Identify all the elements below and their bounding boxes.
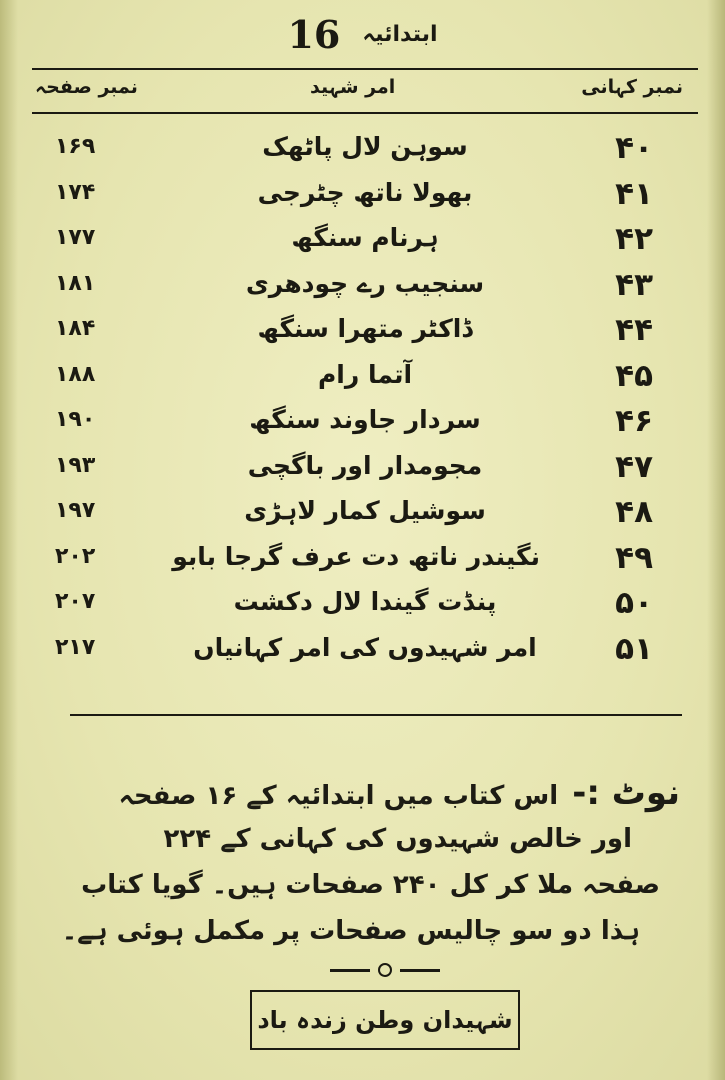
ornament-separator bbox=[330, 960, 440, 980]
toc-page-number: ۲۰۲ bbox=[55, 543, 96, 569]
toc-row bbox=[0, 403, 725, 449]
toc-page-number: ۲۱۷ bbox=[55, 634, 96, 660]
note-label: نوٹ :- bbox=[572, 773, 680, 813]
toc-row bbox=[0, 176, 725, 222]
toc-title: سوہن لال پاٹھک bbox=[262, 132, 468, 161]
toc-title: ڈاکٹر متھرا سنگھ bbox=[257, 314, 473, 343]
toc-row bbox=[0, 267, 725, 313]
column-header-story-number: نمبر کہانی bbox=[581, 76, 683, 98]
column-header-page-number: نمبر صفحہ bbox=[35, 76, 138, 98]
toc-row bbox=[0, 358, 725, 404]
note-line-3: صفحہ ملا کر کل ۲۴۰ صفحات ہیں۔ گویا کتاب bbox=[81, 870, 660, 900]
note-text-1: اس کتاب میں ابتدائیہ کے ۱۶ صفحہ bbox=[118, 781, 559, 811]
separator-line-right bbox=[400, 969, 440, 972]
toc-page-number: ۱۸۱ bbox=[55, 270, 96, 296]
note-line-2: اور خالص شہیدوں کی کہانی کے ۲۲۴ bbox=[163, 824, 632, 854]
toc-title: مجومدار اور باگچی bbox=[247, 450, 483, 480]
toc-page-number: ۱۹۳ bbox=[55, 452, 96, 478]
table-of-contents bbox=[0, 130, 725, 676]
running-head bbox=[0, 12, 725, 56]
toc-page-number: ۱۹۰ bbox=[55, 407, 96, 432]
section-title: ابتدائیہ bbox=[362, 21, 438, 47]
toc-story-number: ۴۵ bbox=[615, 357, 653, 394]
page-number: 16 bbox=[287, 11, 341, 57]
separator-line-left bbox=[330, 969, 370, 972]
toc-page-number: ۱۶۹ bbox=[55, 134, 96, 159]
toc-row bbox=[0, 449, 725, 495]
toc-page-number: ۱۸۸ bbox=[55, 361, 96, 387]
note-line-1 bbox=[100, 770, 680, 816]
toc-title: سوشیل کمار لاہڑی bbox=[244, 496, 486, 525]
note-block bbox=[61, 770, 680, 954]
toc-row bbox=[0, 494, 725, 540]
toc-title: سنجیب رے چودھری bbox=[245, 268, 485, 298]
toc-row bbox=[0, 130, 725, 176]
toc-story-number: ۴۳ bbox=[615, 266, 653, 303]
toc-row bbox=[0, 540, 725, 586]
toc-story-number: ۴۶ bbox=[615, 403, 653, 439]
toc-row bbox=[0, 221, 725, 267]
separator-circle bbox=[378, 963, 392, 977]
toc-row bbox=[0, 631, 725, 677]
toc-story-number: ۴۴ bbox=[615, 312, 653, 348]
toc-story-number: ۴۲ bbox=[615, 221, 653, 257]
toc-page-number: ۱۹۷ bbox=[55, 498, 96, 523]
toc-title: ہرنام سنگھ bbox=[291, 223, 439, 252]
slogan-box bbox=[250, 990, 520, 1050]
toc-title: پنڈت گیندا لال دکشت bbox=[233, 587, 497, 616]
toc-story-number: ۴۸ bbox=[615, 494, 653, 530]
toc-title: سردار جاوند سنگھ bbox=[249, 405, 481, 434]
toc-story-number: ۴۱ bbox=[615, 175, 653, 212]
toc-title: امر شہیدوں کی امر کہانیاں bbox=[193, 632, 537, 662]
toc-end-rule bbox=[70, 714, 682, 716]
toc-title: بھولا ناتھ چٹرجی bbox=[257, 177, 473, 207]
toc-page-number: ۱۸۴ bbox=[55, 316, 96, 341]
toc-story-number: ۴۰ bbox=[615, 130, 653, 166]
toc-story-number: ۴۷ bbox=[615, 448, 653, 485]
toc-page-number: ۲۰۷ bbox=[55, 589, 96, 614]
header-rule bbox=[32, 68, 698, 70]
toc-page-number: ۱۷۴ bbox=[55, 179, 96, 205]
toc-story-number: ۵۰ bbox=[615, 585, 653, 621]
column-header-martyr: امر شہید bbox=[310, 76, 396, 98]
toc-title: نگیندر ناتھ دت عرف گرجا بابو bbox=[172, 541, 540, 571]
note-line-4: ہذا دو سو چالیس صفحات پر مکمل ہوئی ہے۔ bbox=[61, 916, 640, 946]
toc-page-number: ۱۷۷ bbox=[55, 225, 96, 250]
column-header-rule bbox=[32, 112, 698, 114]
slogan-text: شہیدان وطن زندہ باد bbox=[257, 1006, 513, 1034]
toc-row bbox=[0, 312, 725, 358]
toc-story-number: ۵۱ bbox=[615, 630, 653, 667]
toc-story-number: ۴۹ bbox=[615, 539, 653, 576]
toc-title: آتما رام bbox=[317, 359, 413, 389]
toc-row bbox=[0, 585, 725, 631]
